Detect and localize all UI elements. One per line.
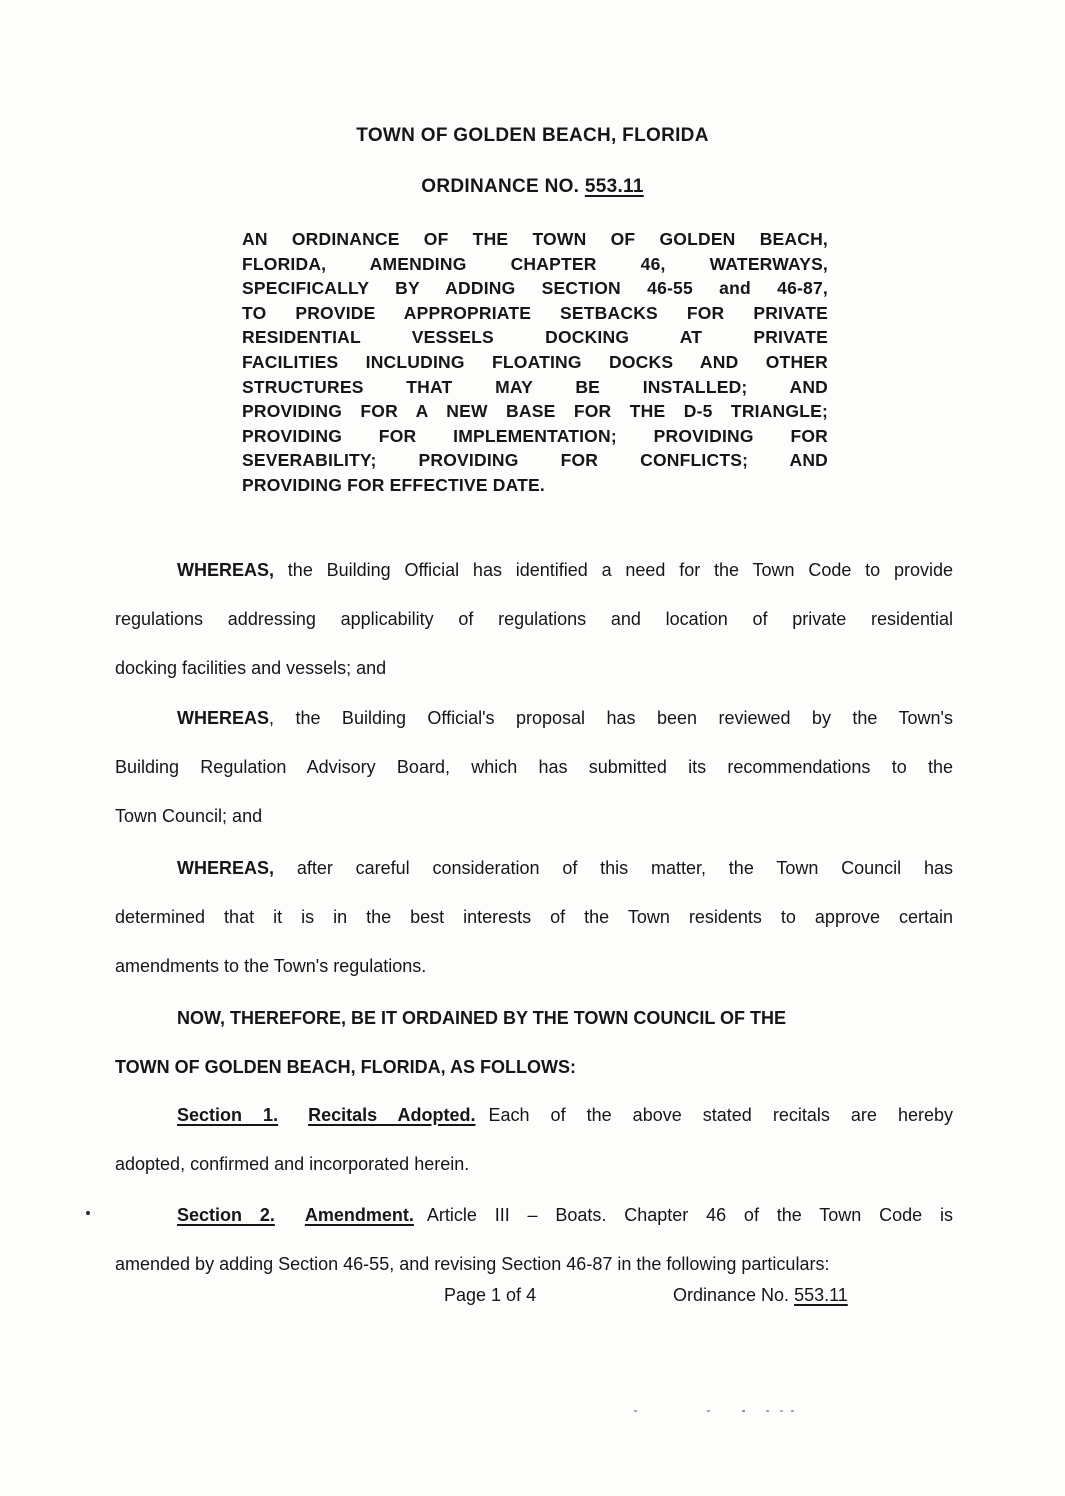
whereas-lead: WHEREAS xyxy=(177,708,270,728)
whereas-lead: WHEREAS, xyxy=(177,858,275,878)
caption-line: SEVERABILITY; PROVIDING FOR CONFLICTS; AND xyxy=(242,450,828,471)
paragraph-section-1 xyxy=(115,1091,953,1189)
scan-speck xyxy=(791,1410,794,1412)
section-number: Section 2. xyxy=(177,1205,275,1225)
scan-artifact-specks xyxy=(630,1407,805,1417)
ordinance-caption xyxy=(242,227,828,498)
ordinance-number-line xyxy=(0,176,1065,198)
caption-line: PROVIDING FOR A NEW BASE FOR THE D-5 TRIANGLE; xyxy=(242,401,828,422)
paragraph-line xyxy=(115,1191,953,1240)
paragraph-line xyxy=(115,546,953,595)
section-number: Section 1. xyxy=(177,1105,279,1125)
paragraph-line: Town Council; and xyxy=(115,806,263,826)
paragraph-line: docking facilities and vessels; and xyxy=(115,658,387,678)
paragraph-text: , the Building Official's proposal has been reviewed by the Town's xyxy=(269,708,953,728)
caption-line: STRUCTURES THAT MAY BE INSTALLED; AND xyxy=(242,376,828,397)
paragraph-line: NOW, THEREFORE, BE IT ORDAINED BY THE TOWN COUNCIL OF THE xyxy=(177,1008,787,1028)
scan-artifact-dot xyxy=(86,1211,90,1215)
ordinance-number: 553.11 xyxy=(584,176,644,197)
paragraph-text: the Building Official has identified a need for the Town Code to provide xyxy=(274,560,953,580)
scan-speck xyxy=(634,1410,637,1412)
paragraph-line: Building Regulation Advisory Board, which has submitted its recommendations to the xyxy=(115,757,953,777)
whereas-lead: WHEREAS, xyxy=(177,560,275,580)
paragraph-line xyxy=(115,844,953,893)
paragraph-section-2 xyxy=(115,1191,953,1289)
caption-line: PROVIDING FOR IMPLEMENTATION; PROVIDING FOR xyxy=(242,425,828,446)
footer-ordinance-label: Ordinance No. xyxy=(673,1285,795,1305)
caption-line: RESIDENTIAL VESSELS DOCKING AT PRIVATE xyxy=(242,327,828,348)
paragraph-line: amendments to the Town's regulations. xyxy=(115,956,427,976)
ordinance-label: ORDINANCE NO. xyxy=(421,176,585,197)
paragraph-line: regulations addressing applicability of regulations and location of private residential xyxy=(115,609,953,629)
paragraph-line: determined that it is in the best interests of the Town residents to approve certain xyxy=(115,907,953,927)
page-footer xyxy=(0,1280,1065,1310)
paragraph-text: Article III – Boats. Chapter 46 of the Town Code is xyxy=(426,1205,953,1225)
paragraph-text: after careful consideration of this matter, the Town Council has xyxy=(274,858,953,878)
paragraph-text: Each of the above stated recitals are hereby xyxy=(488,1105,954,1125)
scan-speck xyxy=(766,1410,769,1412)
caption-line: FACILITIES INCLUDING FLOATING DOCKS AND OTHER xyxy=(242,351,828,372)
caption-line: TO PROVIDE APPROPRIATE SETBACKS FOR PRIVATE xyxy=(242,302,828,323)
paragraph-line xyxy=(115,694,953,743)
caption-line: FLORIDA, AMENDING CHAPTER 46, WATERWAYS, xyxy=(242,253,828,274)
paragraph-line: amended by adding Section 46-55, and revising Section 46-87 in the following particulars: xyxy=(115,1254,830,1274)
paragraph-whereas-1 xyxy=(115,546,953,693)
section-heading: Recitals Adopted. xyxy=(308,1105,476,1125)
document-title: TOWN OF GOLDEN BEACH, FLORIDA xyxy=(356,125,709,146)
page-indicator: Page 1 of 4 xyxy=(444,1285,537,1305)
paragraph-whereas-3 xyxy=(115,844,953,991)
paragraph-line: adopted, confirmed and incorporated herein. xyxy=(115,1154,470,1174)
caption-line: PROVIDING FOR EFFECTIVE DATE. xyxy=(242,474,545,495)
scan-speck xyxy=(742,1410,745,1412)
paragraph-line: TOWN OF GOLDEN BEACH, FLORIDA, AS FOLLOWS: xyxy=(115,1057,576,1077)
scan-speck xyxy=(780,1410,783,1412)
paragraph-enactment xyxy=(115,994,953,1092)
footer-ordinance-number-line xyxy=(673,1280,848,1310)
paragraph-whereas-2 xyxy=(115,694,953,841)
scan-speck xyxy=(707,1410,710,1412)
section-heading: Amendment. xyxy=(304,1205,414,1225)
footer-ordinance-number: 553.11 xyxy=(794,1285,848,1305)
paragraph-line xyxy=(115,1091,953,1140)
caption-line: AN ORDINANCE OF THE TOWN OF GOLDEN BEACH, xyxy=(242,229,828,249)
caption-line: SPECIFICALLY BY ADDING SECTION 46-55 and 46-87, xyxy=(242,278,828,299)
